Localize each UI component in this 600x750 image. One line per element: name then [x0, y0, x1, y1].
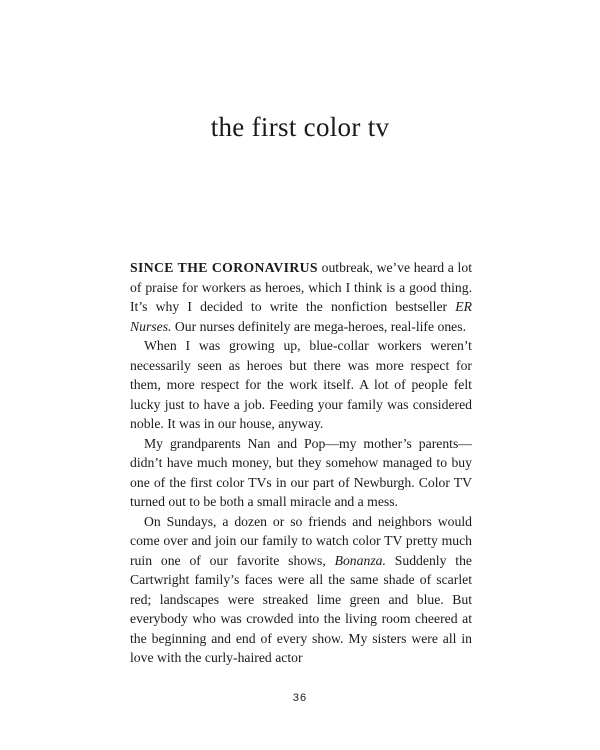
paragraph-4 — [130, 512, 472, 668]
paragraph-text: Our nurses definitely are mega-heroes, real-life ones. — [171, 318, 466, 334]
paragraph-text: Suddenly the Cartwright family’s faces were all the same shade of scarlet red; landscapes were streaked lime green and blue. But everybody who was crowded into the living room cheered at the beginning and end of every show. My sisters were all in love with the curly-haired actor — [130, 552, 472, 665]
chapter-title: the first color tv — [210, 112, 390, 142]
page-number: 36 — [292, 692, 308, 704]
paragraph-text: On Sundays, a dozen or so friends and neighbors would come over and join our family to watch color TV pretty much ruin one of our favorite shows, — [130, 513, 472, 568]
paragraph-1 — [130, 258, 472, 336]
book-title-italic: ER Nurses. — [130, 299, 472, 334]
show-title-italic: Bonanza. — [334, 552, 386, 568]
body-text — [130, 258, 472, 668]
paragraph-2: When I was growing up, blue-collar workers weren’t necessarily seen as heroes but there was more respect for them, more respect for the work itself. A lot of people felt lucky just to have a job. Feeding your family was considered noble. It was in our house, anyway. — [130, 338, 472, 431]
paragraph-3: My grandparents Nan and Pop—my mother’s parents—didn’t have much money, but they somehow managed to buy one of the first color TVs in our part of Newburgh. Color TV turned out to be both a small miracle and a mess. — [130, 435, 472, 509]
lead-in-text: SINCE THE CORONAVIRUS — [130, 260, 318, 275]
paragraph-text: outbreak, we’ve heard a lot of praise for workers as heroes, which I think is a good thing. It’s why I decided to write the nonfiction bestseller — [130, 260, 472, 314]
